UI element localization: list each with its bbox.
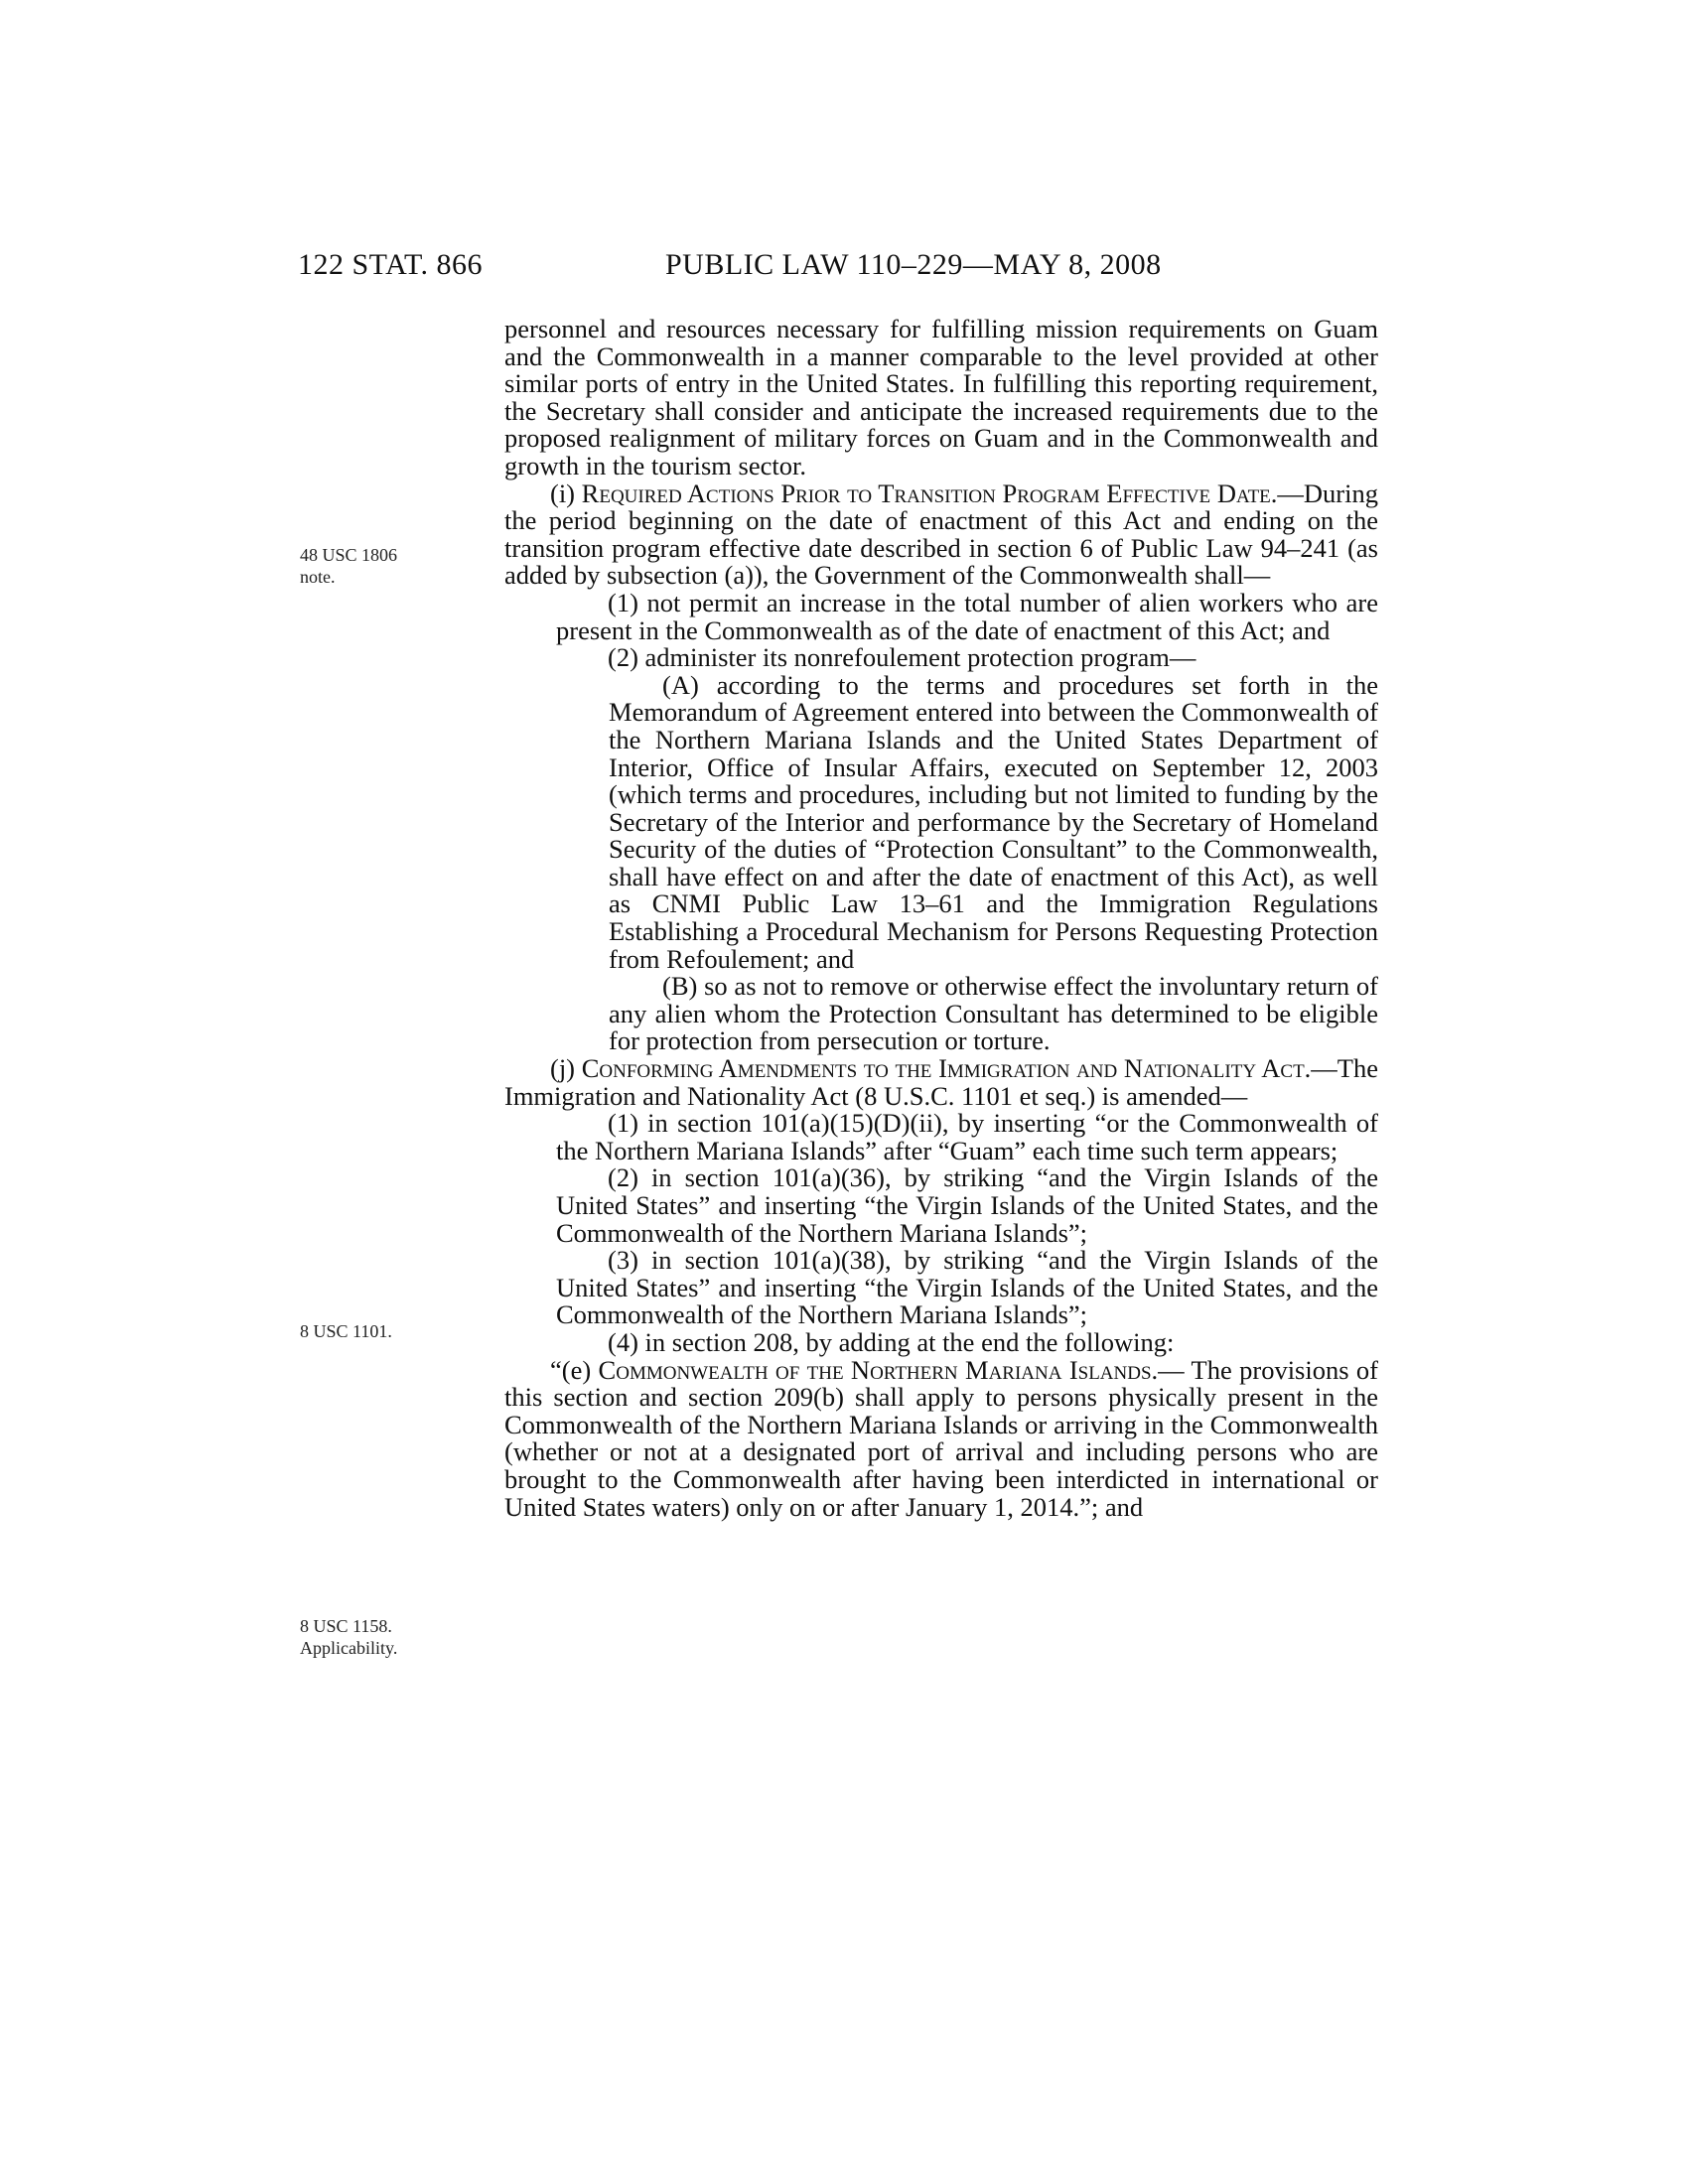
inserted-subsection-e-heading: Commonwealth of the Northern Mariana Islands. xyxy=(598,1354,1159,1385)
margin-note-suffix: note. xyxy=(300,567,336,587)
subsection-i xyxy=(504,480,1378,590)
margin-note-citation: 8 USC 1101. xyxy=(300,1321,392,1341)
public-law-title: PUBLIC LAW 110–229—MAY 8, 2008 xyxy=(665,248,1162,281)
margin-note-8-usc-1158 xyxy=(300,1615,498,1659)
margin-note-8-usc-1101 xyxy=(300,1320,498,1342)
subparagraph-i-2-b: (B) so as not to remove or otherwise effect the involuntary return of any alien whom the Protection Consultant has determined to be eligible for protection from persecution or torture. xyxy=(609,971,1378,1056)
subsection-i-label: (i) xyxy=(550,478,582,508)
margin-note-suffix: Applicability. xyxy=(300,1638,398,1658)
inserted-subsection-e-label: “(e) xyxy=(550,1354,599,1385)
running-header xyxy=(0,248,1688,288)
paragraph-i-1: (1) not permit an increase in the total number of alien workers who are present in the Commonwealth as of the date of enactment of this Act; and xyxy=(556,587,1378,645)
margin-note-48-usc-1806 xyxy=(300,544,498,588)
inserted-subsection-e-text: — The provisions of this section and section 209(b) shall apply to persons physically present in the Commonwealth of the Northern Mariana Islands or arriving in the Commonwealth (whether or not at a designated port of arrival and including persons who are brought to the Commonwealth after having been interdicted in international or United States waters) only on or after January 1, 2014.”; and xyxy=(504,1354,1378,1522)
subsection-j-label: (j) xyxy=(550,1053,582,1084)
margin-note-citation: 8 USC 1158. xyxy=(300,1616,392,1636)
paragraph-j-4: (4) in section 208, by adding at the end the following: xyxy=(608,1326,1175,1357)
subparagraph-i-2-a: (A) according to the terms and procedures set forth in the Memorandum of Agreement entered into between the Commonwealth of the Northern Mariana Islands and the United States Department of Interior, Office of Insular Affairs, executed on September 12, 2003 (which terms and procedures, including but not limited to funding by the Secretary of the Interior and performance by the Secretary of Homeland Security of the duties of “Protection Consultant” to the Commonwealth, shall have effect on and after the date of enactment of this Act), as well as CNMI Public Law 13–61 and the Immigration Regulations Establishing a Procedural Mechanism for Persons Requesting Protection from Refoulement; and xyxy=(609,669,1378,974)
subsection-i-text: —During the period beginning on the date of enactment of this Act and ending on the transition program effective date described in section 6 of Public Law 94–241 (as added by subsection (a)), the Government of the Commonwealth shall— xyxy=(504,478,1378,591)
paragraph-j-2: (2) in section 101(a)(36), by striking “and the Virgin Islands of the United States” and inserting “the Virgin Islands of the United States, and the Commonwealth of the Northern Mariana Islands”; xyxy=(556,1162,1378,1248)
inserted-subsection-e xyxy=(504,1354,1378,1522)
paragraph-i-2: (2) administer its nonrefoulement protection program— xyxy=(608,642,1196,673)
paragraph-j-1: (1) in section 101(a)(15)(D)(ii), by inserting “or the Commonwealth of the Northern Mariana Islands” after “Guam” each time such term appears; xyxy=(556,1108,1378,1165)
subsection-j xyxy=(504,1055,1378,1110)
margin-note-citation: 48 USC 1806 xyxy=(300,545,398,565)
continuation-paragraph: personnel and resources necessary for fulfilling mission requirements on Guam and the Commonwealth in a manner comparable to the level provided at other similar ports of entry in the United States. In fulfilling this reporting requirement, the Secretary shall consider and anticipate the increased requirements due to the proposed realignment of military forces on Guam and in the Commonwealth and growth in the tourism sector. xyxy=(504,314,1378,480)
subsection-i-heading: Required Actions Prior to Transition Program Effective Date. xyxy=(581,478,1278,508)
paragraph-j-3: (3) in section 101(a)(38), by striking “and the Virgin Islands of the United States” and inserting “the Virgin Islands of the United States, and the Commonwealth of the Northern Mariana Islands”; xyxy=(556,1245,1378,1330)
subsection-j-text: —The Immigration and Nationality Act (8 U.S.C. 1101 et seq.) is amended— xyxy=(504,1053,1378,1111)
statute-body xyxy=(504,316,1378,1521)
subsection-j-heading: Conforming Amendments to the Immigration and Nationality Act. xyxy=(581,1053,1312,1084)
stat-page-reference: 122 STAT. 866 xyxy=(298,248,484,281)
